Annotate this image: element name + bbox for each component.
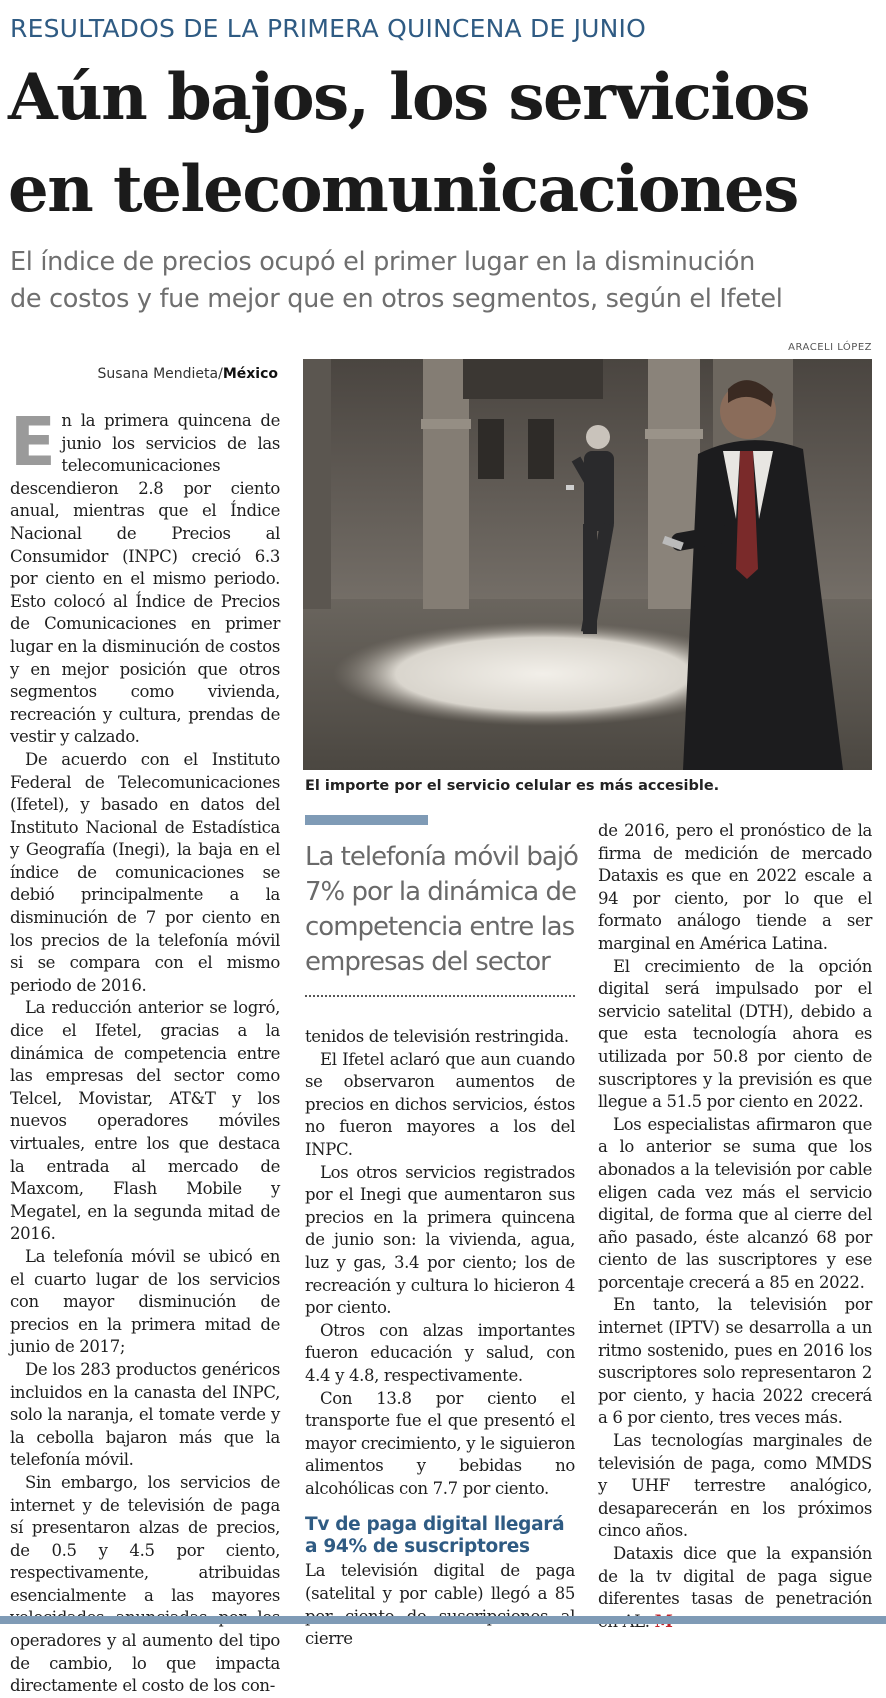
pullquote-line-3: competencia entre las [305, 912, 575, 942]
body-paragraph: En tanto, la televisión por internet (IPTV) se desarrolla a un ritmo sostenido, pues en 2016 los suscriptores solo representaron 2 por ciento, y hacia 2022 crecerá a 6 por ciento, tres veces más. [598, 1295, 872, 1428]
headline-line-2: en telecomunicaciones [8, 152, 798, 227]
body-paragraph: Las tecnologías marginales de televisión de paga, como MMDS y UHF terrestre analógico, desaparecerán en los próximos cinco años. [598, 1431, 872, 1541]
section-subtitle: Tv de paga digital llegará a 94% de suscriptores [305, 1514, 565, 1558]
body-paragraph: de 2016, pero el pronóstico de la firma de medición de mercado Dataxis es que en 2022 escale a 94 por ciento, por lo que el formato análogo tiende a ser marginal en América Latina. [598, 821, 872, 953]
body-paragraph: La reducción anterior se logró, dice el Ifetel, gracias a la dinámica de competencia entre las empresas del sector como Telcel, Movistar, AT&T y los nuevos operadores móviles virtuales, entre los que destaca la entrada al mercado de Maxcom, Flash Mobile y Megatel, en la segunda mitad de 2016. [10, 998, 280, 1244]
body-paragraph: tenidos de televisión restringida. [305, 1027, 569, 1046]
pullquote-line-1: La telefonía móvil bajó [305, 842, 578, 872]
pullquote [305, 840, 577, 980]
body-paragraph: Sin embargo, los servicios de internet y de televisión de paga sí presentaron alzas de precios, de 0.5 y 4.5 por ciento, respectivamente, atribuidas esencialmente a las mayores operadores y al aumento del tipo de cambio, lo que impacta directamente el costo de los con- [10, 1472, 280, 1696]
headline [8, 52, 884, 236]
body-paragraph: De los 283 productos genéricos incluidos en la canasta del INPC, solo la naranja, el tomate verde y la cebolla bajaron más que la telefonía móvil. [10, 1359, 280, 1470]
body-paragraph: La televisión digital de paga (satelital y por cable) llegó a 85 cierre [305, 1561, 575, 1649]
body-paragraph: En la primera quincena de junio los servicios de las telecomunicaciones descendieron 2.8 por ciento anual, mientras que el Índice Nacional de Precios al Consumidor (INPC) creció 6.3 por ciento en el mismo periodo. Esto colocó al Índice de Precios de Comunicaciones en primer lugar en la disminución de costos y en mejor posición que otros segmentos como vivienda, recreación y cultura, prendas de vestir y calzado. [10, 403, 280, 747]
subhead-line-1: El índice de precios ocupó el primer lugar en la disminución [10, 247, 756, 277]
photo-credit: ARACELI LÓPEZ [788, 342, 872, 353]
body-column-3 [598, 820, 872, 1633]
headline-line-1: Aún bajos, los servicios [8, 60, 809, 135]
body-column-2 [305, 1026, 575, 1651]
byline-author: Susana Mendieta/ [97, 366, 223, 382]
body-paragraph: Dataxis dice que la expansión de la tv digital de paga sigue diferentes tasas de penetración [598, 1543, 872, 1633]
body-paragraph: Otros con alzas importantes fueron educación y salud, con 4.4 y 4.8, respectivamente. [305, 1320, 575, 1385]
pullquote-divider [305, 995, 575, 997]
byline [10, 366, 278, 382]
photo-illustration [303, 359, 872, 770]
news-photo [303, 359, 872, 770]
body-paragraph: De acuerdo con el Instituto Federal de Telecomunicaciones (Ifetel), y basado en datos del Instituto Nacional de Estadística y Geografía (Inegi), la baja en el índice de comunicaciones se debió principalmente a la disminución de 7 por ciento en los precios de la telefonía móvil si se compara con el mismo periodo de 2016. [10, 749, 280, 995]
byline-location: México [222, 366, 278, 382]
pullquote-line-4: empresas del sector [305, 947, 550, 977]
bottom-rule [0, 1616, 886, 1624]
photo-caption: El importe por el servicio celular es más accesible. [305, 778, 720, 794]
drop-cap: E [10, 403, 56, 481]
body-paragraph: Los especialistas afirmaron que a lo anterior se suma que los abonados a la televisión por cable eligen cada vez más el servicio digital, de forma que al cierre del año pasado, éste alcanzó 68 por ciento de las suscriptores y ese porcentaje crecerá a 85 en 2022. [598, 1114, 872, 1292]
subhead [10, 244, 876, 318]
body-paragraph: Con 13.8 por ciento el transporte fue el que presentó el mayor crecimiento, y le siguieron alimentos y bebidas no alcohólicas con 7.7 por ciento. [305, 1388, 575, 1498]
body-paragraph: La telefonía móvil se ubicó en el cuarto lugar de los servicios con mayor disminución de precios en la primera mitad de junio de 2017; [10, 1246, 280, 1357]
subhead-line-2: de costos y fue mejor que en otros segmentos, según el Ifetel [10, 284, 783, 314]
pullquote-line-2: 7% por la dinámica de [305, 877, 576, 907]
body-paragraph: El crecimiento de la opción digital será impulsado por el servicio satelital (DTH), debido a que esta tecnología ahora es utilizada por 50.8 por ciento de suscriptores y la previsión es que llegue a 51.5 por ciento en 2022. [598, 956, 872, 1112]
body-paragraph: Los otros servicios registrados por el Inegi que aumentaron sus precios en la primera quincena de junio son: la vivienda, agua, luz y gas, 3.4 por ciento; los de recreación y cultura lo hicieron 4 por ciento. [305, 1162, 575, 1318]
kicker: RESULTADOS DE LA PRIMERA QUINCENA DE JUNIO [10, 14, 646, 43]
body-paragraph: El Ifetel aclaró que aun cuando se observaron aumentos de precios en dichos servicios, éstos no fueron mayores a los del INPC. [305, 1049, 575, 1159]
pullquote-accent-bar [305, 815, 428, 825]
body-column-1 [10, 403, 280, 1698]
